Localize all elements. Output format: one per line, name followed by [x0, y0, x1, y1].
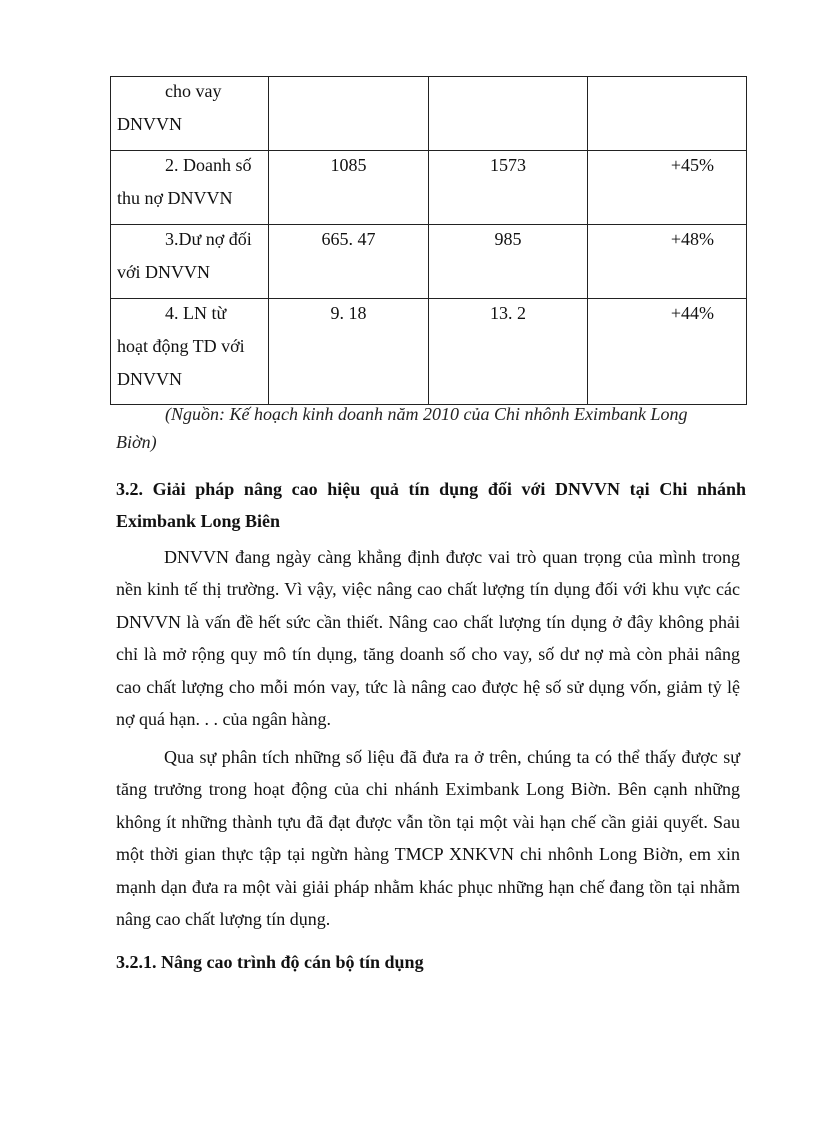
table-row: [111, 77, 747, 151]
row-label-rest: thu nợ DNVVN: [117, 188, 233, 208]
row-label-rest: hoạt động TD với DNVVN: [117, 336, 245, 389]
change-cell: [588, 77, 747, 151]
value-2009-cell: [269, 299, 429, 405]
value-2010-cell: [429, 77, 588, 151]
row-label-cell: [111, 299, 269, 405]
change-value: +45%: [670, 155, 714, 175]
section-heading: 3.2. Giải pháp nâng cao hiệu quả tín dụng đối với DNVVN tại Chi nhánh Eximbank Long Biên: [116, 479, 746, 531]
body-paragraph: Qua sự phân tích những số liệu đã đưa ra ở trên, chúng ta có thể thấy được sự tăng trưởng trong hoạt động của chi nhánh Eximbank Long Biờn. Bên cạnh những không ít những thành tựu đã đạt được vẫn tồn tại một vài hạn chế cần giải quyết. Sau một thời gian thực tập tại ngừn hàng TMCP XNKVN chi nhônh Long Biờn, em xin mạnh dạn đưa ra một vài giải pháp nhằm khác phục những hạn chế đang tồn tại nhằm nâng cao chất lượng tín dụng.: [116, 747, 740, 930]
change-cell: [588, 151, 747, 225]
row-label-rest: DNVVN: [117, 114, 182, 134]
row-label-cell: [111, 225, 269, 299]
row-label-first: 2. Doanh số: [165, 155, 252, 175]
row-label-cell: [111, 77, 269, 151]
change-value: +44%: [670, 303, 714, 323]
value-2009-cell: [269, 151, 429, 225]
body-paragraph: DNVVN đang ngày càng khẳng định được vai trò quan trọng của mình trong nền kinh tế thị trường. Vì vậy, việc nâng cao chất lượng tín dụng đối với khu vực các DNVVN là vấn đề hết sức cần thiết. Nâng cao chất lượng tín dụng ở đây không phải chỉ là mở rộng quy mô tín dụng, tăng doanh số cho vay, số dư nợ mà còn phải nâng cao chất lượng cho mỗi món vay, tức là nâng cao được hệ số sử dụng vốn, giảm tỷ lệ nợ quá hạn. . . của ngân hàng.: [116, 547, 740, 730]
row-label-first: 3.Dư nợ đối: [165, 229, 252, 249]
row-label-cell: [111, 151, 269, 225]
value-2009-cell: [269, 225, 429, 299]
change-cell: [588, 299, 747, 405]
value-2010-cell: [429, 299, 588, 405]
value-2009-cell: [269, 77, 429, 151]
credit-results-table: [110, 76, 747, 405]
value-2010: 1573: [490, 155, 526, 175]
value-2009: 665. 47: [321, 229, 376, 249]
change-cell: [588, 225, 747, 299]
value-2010-cell: [429, 225, 588, 299]
value-2010-cell: [429, 151, 588, 225]
value-2010: 13. 2: [490, 303, 526, 323]
row-label-rest: với DNVVN: [117, 262, 211, 282]
table-row: [111, 225, 747, 299]
value-2009: 9. 18: [330, 303, 367, 323]
table-row: [111, 299, 747, 405]
change-value: +48%: [670, 229, 714, 249]
table-source-note: [116, 400, 756, 456]
source-note-line-1: (Nguồn: Kế hoạch kinh doanh năm 2010 của Chi nhônh Eximbank Long: [165, 404, 688, 424]
row-label-first: 4. LN từ: [165, 303, 227, 323]
table-row: [111, 151, 747, 225]
source-note-line-2: Biờn): [116, 432, 157, 452]
value-2010: 985: [494, 229, 522, 249]
value-2009: 1085: [330, 155, 367, 175]
row-label-first: cho vay: [165, 81, 222, 101]
subsection-heading: 3.2.1. Nâng cao trình độ cán bộ tín dụng: [116, 952, 424, 972]
